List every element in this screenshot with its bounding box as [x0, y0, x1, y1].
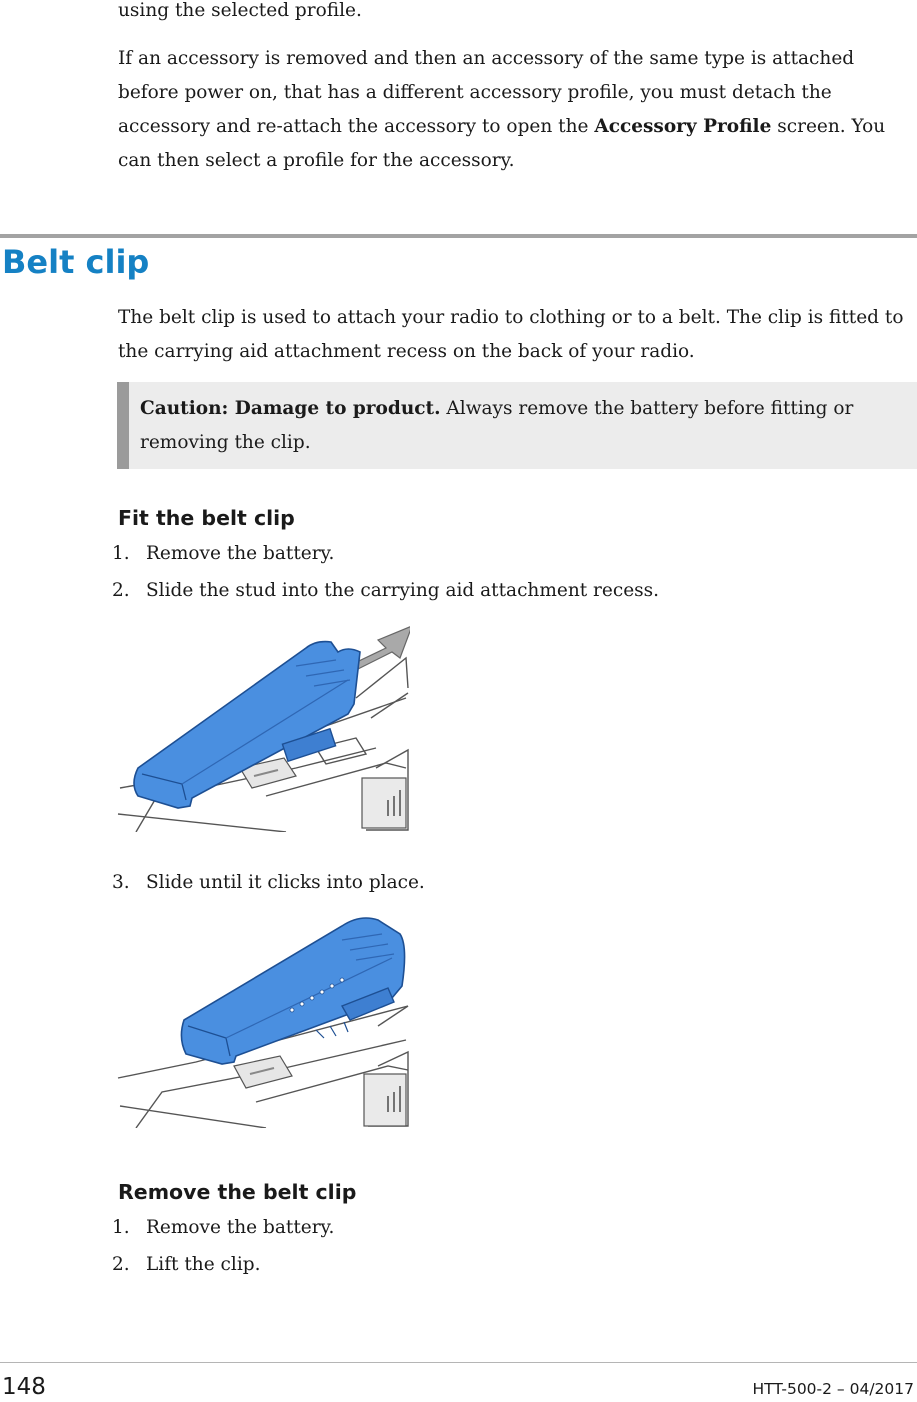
remove-step-2-text: Lift the clip. [146, 1254, 261, 1275]
caution-box [117, 382, 917, 469]
caution-text [140, 392, 910, 460]
fit-step-1-text: Remove the battery. [146, 543, 335, 564]
remove-heading: Remove the belt clip [118, 1180, 357, 1204]
belt-clip-slide-illustration [116, 618, 410, 832]
fit-step-2-text: Slide the stud into the carrying aid attachment recess. [146, 580, 660, 601]
remove-step-1-number: 1. [112, 1217, 130, 1238]
footer-divider [0, 1362, 917, 1363]
fit-step-2-number: 2. [112, 580, 130, 601]
caution-label: Caution: Damage to product. [140, 398, 441, 419]
intro-text-before: If an accessory is removed and then an accessory of the same type is attached before power on, that has a different accessory profile, you must detach the accessory and re-attach the accessory to open the [118, 48, 855, 137]
fit-step-3-text: Slide until it clicks into place. [146, 872, 425, 893]
remove-step-2-number: 2. [112, 1254, 130, 1275]
page-number: 148 [2, 1374, 46, 1400]
document-id: HTT-500-2 – 04/2017 [752, 1380, 914, 1398]
belt-clip-clicked-illustration [116, 906, 410, 1128]
section-description: The belt clip is used to attach your radio to clothing or to a belt. The clip is fitted to the carrying aid attachment recess on the back of your radio. [118, 307, 904, 362]
accessory-profile-term: Accessory Profile [594, 116, 772, 137]
fit-step-3-number: 3. [112, 872, 130, 893]
section-title: Belt clip [2, 243, 150, 281]
caution-message: Always remove the battery before fitting or removing the clip. [140, 398, 854, 453]
caution-bar [117, 382, 129, 469]
intro-paragraph [118, 42, 913, 178]
section-divider [0, 234, 917, 238]
fit-heading: Fit the belt clip [118, 506, 295, 530]
fit-step-1-number: 1. [112, 543, 130, 564]
intro-text-after: screen. You can then select a profile for the accessory. [118, 116, 886, 171]
remove-step-1-text: Remove the battery. [146, 1217, 335, 1238]
intro-line: using the selected profile. [118, 0, 362, 21]
